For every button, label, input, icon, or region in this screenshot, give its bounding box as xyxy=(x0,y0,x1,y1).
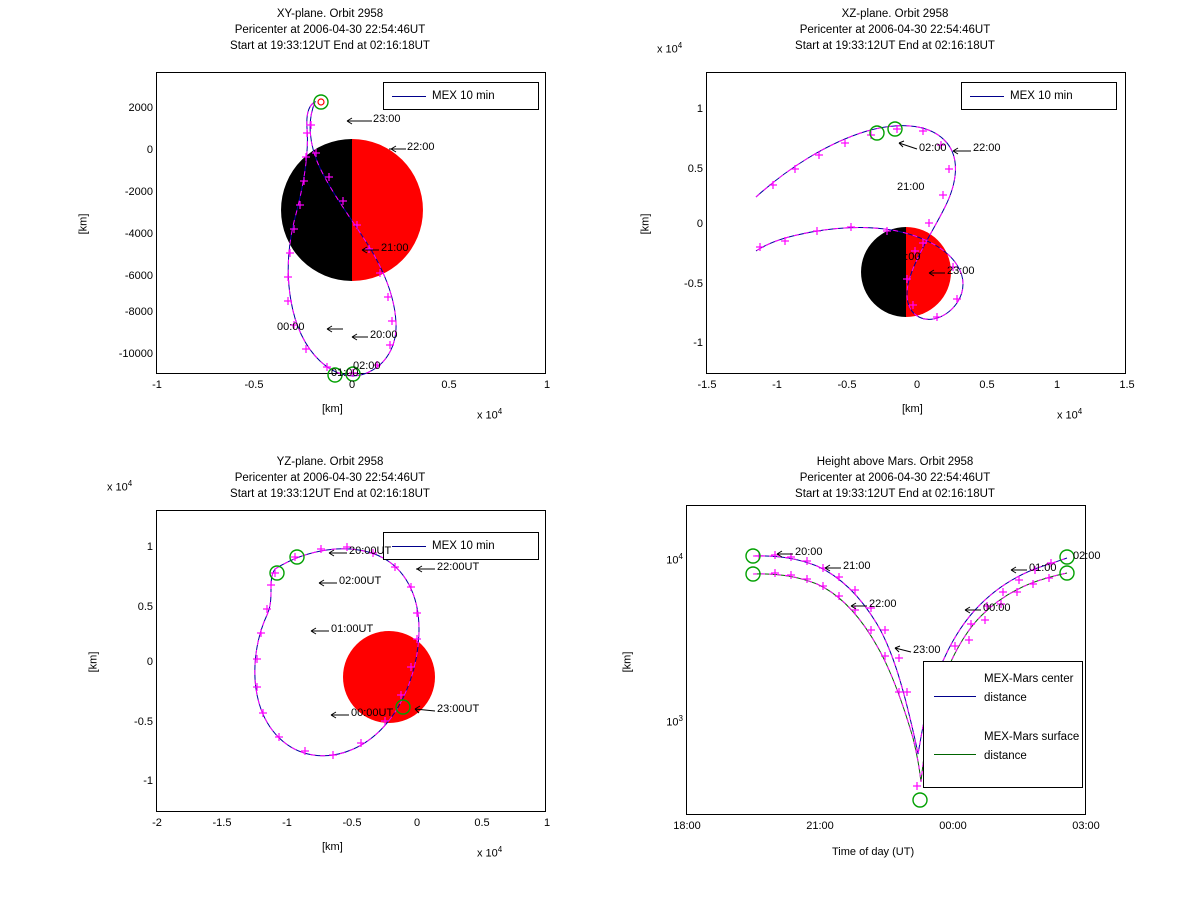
end-marker-center xyxy=(1060,550,1074,564)
panel-xz-ylabel: [km] xyxy=(639,213,652,235)
panel-height-xtick-0: 18:00 xyxy=(673,820,701,832)
panel-xy-legend[interactable] xyxy=(383,82,539,110)
panel-xz-ytick-4: -1 xyxy=(693,337,703,349)
legend-swatch-center xyxy=(934,696,976,697)
panel-xz-subtitle-1: Pericenter at 2006-04-30 22:54:46UT xyxy=(799,24,991,36)
panel-height-ytick-0-exp: 4 xyxy=(678,552,683,561)
panel-xz-xexp: x 10 xyxy=(1057,409,1078,422)
panel-xz-ytick-2: 0 xyxy=(696,218,703,230)
panel-xz-plot xyxy=(707,73,1127,375)
panel-xz-xtick-3: 0 xyxy=(913,379,921,391)
panel-yz-ytick-1: 0.5 xyxy=(137,601,153,613)
panel-yz-ytick-4: -1 xyxy=(143,775,153,787)
panel-xy-xexp: x 10 xyxy=(477,409,498,422)
panel-xy-annot-21: 21:00 xyxy=(381,242,409,254)
panel-height xyxy=(621,450,1180,890)
panel-yz-ytick-3: -0.5 xyxy=(134,716,153,728)
panel-yz-subtitle-2: Start at 19:33:12UT End at 02:16:18UT xyxy=(230,488,430,500)
panel-yz xyxy=(60,450,600,890)
legend-line-swatch xyxy=(970,96,1004,97)
panel-xy xyxy=(60,0,600,430)
panel-xy-xlabel: [km] xyxy=(322,403,343,415)
panel-xz-annot-02: 02:00 xyxy=(919,142,947,154)
panel-height-xtick-3: 03:00 xyxy=(1072,820,1100,832)
panel-xz-annot-22: 22:00 xyxy=(973,142,1001,154)
pericenter-marker-height xyxy=(913,793,927,807)
panel-height-axes xyxy=(621,505,1101,858)
panel-yz-yexp: x 10 xyxy=(107,481,128,494)
panel-height-ytick-0: 10 xyxy=(666,554,679,567)
pericenter-marker-xy xyxy=(314,95,328,109)
panel-xz-legend-label: MEX 10 min xyxy=(1010,90,1073,102)
panel-xz-legend[interactable] xyxy=(961,82,1117,110)
panel-xz-xtick-0: -1.5 xyxy=(697,379,717,391)
panel-xy-ytick-6: -10000 xyxy=(118,348,153,360)
panel-yz-xtick-5: 0.5 xyxy=(474,817,490,829)
panel-yz-xlabel: [km] xyxy=(322,841,343,853)
panel-yz-annot-00: 00:00UT xyxy=(351,707,394,719)
panel-xz-xtick-2: -0.5 xyxy=(837,379,857,391)
panel-height-annot-23: 23:00 xyxy=(913,644,941,656)
panel-xy-ytick-3: -4000 xyxy=(124,228,153,240)
panel-xy-ylabel: [km] xyxy=(77,213,90,235)
panel-xz-annot-00: 00:00 xyxy=(893,251,921,263)
panel-height-subtitle-1: Pericenter at 2006-04-30 22:54:46UT xyxy=(799,472,991,484)
panel-xz-yexp-sup: 4 xyxy=(677,41,683,50)
panel-xy-legend-label: MEX 10 min xyxy=(432,90,495,102)
panel-height-ytick-1-exp: 3 xyxy=(678,714,683,723)
panel-xz-xtick-6: 1.5 xyxy=(1119,379,1135,391)
panel-yz-xexp: x 10 xyxy=(477,847,498,860)
panel-xz-xexp-sup: 4 xyxy=(1077,407,1083,416)
panel-height-title: Height above Mars. Orbit 2958 xyxy=(816,456,974,468)
panel-xz-xlabel: [km] xyxy=(902,403,923,415)
panel-height-subtitle-2: Start at 19:33:12UT End at 02:16:18UT xyxy=(795,488,995,500)
pericenter-dot-xy xyxy=(318,99,324,105)
panel-height-xlabel: Time of day (UT) xyxy=(832,846,915,858)
panel-xy-annot-00: 00:00 xyxy=(277,321,305,333)
panel-xy-ytick-4: -6000 xyxy=(124,270,153,282)
panel-xy-xtick-2: 0 xyxy=(348,379,356,391)
panel-xy-annot-22: 22:00 xyxy=(407,141,435,153)
legend-line-swatch xyxy=(392,96,426,97)
mars-body-xz xyxy=(861,227,951,317)
panel-height-xtick-2: 00:00 xyxy=(939,820,967,832)
panel-height-annot-20: 20:00 xyxy=(795,546,823,558)
panel-xy-axes xyxy=(77,72,551,422)
panel-xy-xexp-sup: 4 xyxy=(497,407,503,416)
panel-yz-annot-02: 02:00UT xyxy=(339,575,382,587)
panel-xz xyxy=(640,0,1180,430)
panel-xy-xtick-0: -1 xyxy=(152,379,162,391)
legend-entry-center-label: MEX-Mars center distance xyxy=(984,673,1074,704)
panel-xy-xtick-3: 0.5 xyxy=(441,379,457,391)
panel-height-annot-22: 22:00 xyxy=(869,598,897,610)
panel-yz-ytick-2: 0 xyxy=(146,656,153,668)
panel-xy-ytick-0: 2000 xyxy=(128,102,153,114)
panel-yz-annot-23: 23:00UT xyxy=(437,703,480,715)
legend-line-swatch xyxy=(392,546,426,547)
legend-swatch-surface xyxy=(934,754,976,755)
panel-xy-annot-20: 20:00 xyxy=(370,329,398,341)
panel-height-xtick-1: 21:00 xyxy=(806,820,834,832)
panel-xy-annot-02: 02:00 xyxy=(353,360,381,372)
panel-xy-ytick-2: -2000 xyxy=(124,186,153,198)
panel-xy-xtick-1: -0.5 xyxy=(244,379,264,391)
panel-yz-annot-22: 22:00UT xyxy=(437,561,480,573)
panel-yz-xtick-2: -1 xyxy=(282,817,292,829)
panel-xz-subtitle-2: Start at 19:33:12UT End at 02:16:18UT xyxy=(795,40,995,52)
panel-xy-plot xyxy=(157,73,547,375)
panel-height-annot-21: 21:00 xyxy=(843,560,871,572)
panel-yz-yexp-sup: 4 xyxy=(127,479,133,488)
panel-xy-ytick-5: -8000 xyxy=(124,306,153,318)
panel-height-ylabel: [km] xyxy=(621,651,634,673)
panel-xy-annot-01: 01:00 xyxy=(331,367,359,379)
panel-xy-title: XY-plane. Orbit 2958 xyxy=(276,8,384,20)
panel-xy-ytick-1: 0 xyxy=(146,144,153,156)
panel-xz-xtick-1: -1 xyxy=(772,379,782,391)
panel-xz-annot-21: 21:00 xyxy=(897,181,925,193)
legend-entry-surface-label: MEX-Mars surface distance xyxy=(984,731,1080,762)
panel-yz-legend[interactable] xyxy=(383,532,539,560)
panel-height-annot-00: 00:00 xyxy=(983,602,1011,614)
panel-xy-annot-23: 23:00 xyxy=(373,113,401,125)
panel-xz-ytick-3: -0.5 xyxy=(684,278,703,290)
panel-yz-annot-01: 01:00UT xyxy=(331,623,374,635)
panel-yz-xtick-3: -0.5 xyxy=(342,817,362,829)
panel-yz-subtitle-1: Pericenter at 2006-04-30 22:54:46UT xyxy=(234,472,426,484)
panel-yz-legend-label: MEX 10 min xyxy=(432,540,495,552)
panel-xz-annot-23: 23:00 xyxy=(947,265,975,277)
panel-height-ytick-1: 10 xyxy=(666,716,679,729)
panel-xz-xtick-4: 0.5 xyxy=(979,379,995,391)
panel-xz-ytick-1: 0.5 xyxy=(687,163,703,175)
panel-xz-title: XZ-plane. Orbit 2958 xyxy=(841,8,949,20)
panel-yz-xtick-1: -1.5 xyxy=(212,817,232,829)
panel-yz-annot-20: 20:00UT xyxy=(349,545,392,557)
panel-height-annot-01: 01:00 xyxy=(1029,562,1057,574)
panel-height-legend[interactable] xyxy=(923,661,1083,788)
panel-xz-yexp: x 10 xyxy=(657,43,678,56)
panel-xy-subtitle-2: Start at 19:33:12UT End at 02:16:18UT xyxy=(230,40,430,52)
panel-height-annot-02: 02:00 xyxy=(1073,550,1101,562)
panel-xy-xtick-4: 1 xyxy=(543,379,551,391)
panel-yz-xexp-sup: 4 xyxy=(497,845,503,854)
panel-xy-subtitle-1: Pericenter at 2006-04-30 22:54:46UT xyxy=(234,24,426,36)
panel-yz-title: YZ-plane. Orbit 2958 xyxy=(276,456,384,468)
panel-yz-xtick-4: 0 xyxy=(413,817,421,829)
panel-yz-ytick-0: 1 xyxy=(146,541,153,553)
panel-yz-ylabel: [km] xyxy=(87,651,100,673)
panel-yz-xtick-6: 1 xyxy=(543,817,551,829)
mars-body-xy xyxy=(281,139,423,281)
panel-xz-ytick-0: 1 xyxy=(696,103,703,115)
panel-xz-xtick-5: 1 xyxy=(1053,379,1061,391)
panel-yz-xtick-0: -2 xyxy=(152,817,162,829)
